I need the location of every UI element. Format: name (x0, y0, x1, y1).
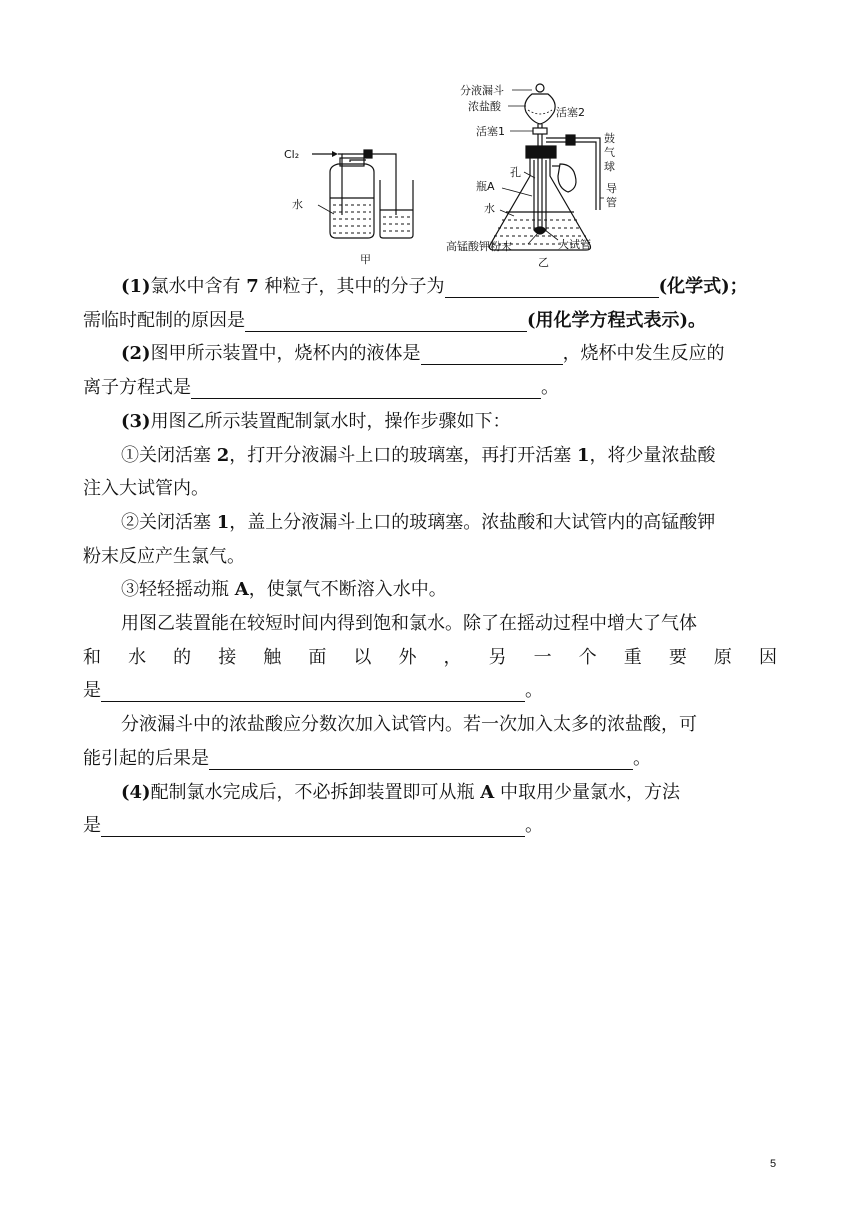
apparatus-diagram (270, 80, 640, 275)
jia-water-label: 水 (292, 198, 303, 211)
q3-reason-answer-blank[interactable] (101, 679, 525, 702)
balloon-label-3: 球 (604, 160, 615, 173)
apparatus-yi (490, 84, 605, 250)
yi-water-label: 水 (484, 202, 495, 215)
q1-equation-answer-blank[interactable] (245, 309, 527, 332)
q1-line1: (1)氯水中含有 7 种粒子，其中的分子为 (化学式)； (121, 276, 748, 297)
page-number: 5 (770, 1158, 777, 1170)
stopcock1-label: 活塞1 (476, 125, 505, 138)
q3-step2: ②关闭活塞 1，盖上分液漏斗上口的玻璃塞。浓盐酸和大试管内的高锰酸钾 (121, 511, 716, 533)
q3-para1-line3: 是 。 (83, 680, 543, 702)
q3-para1-line1: 用图乙装置能在较短时间内得到饱和氯水。除了在摇动过程中增大了气体 (121, 613, 697, 635)
acid-label: 浓盐酸 (468, 100, 501, 113)
cl2-label: Cl₂ (284, 148, 300, 161)
q3-step3: ③轻轻摇动瓶 A，使氯气不断溶入水中。 (121, 579, 447, 601)
apparatus-figure (270, 80, 640, 275)
q4-method-answer-blank[interactable] (101, 814, 525, 837)
yi-caption: 乙 (538, 256, 549, 269)
q2-liquid-answer-blank[interactable] (421, 342, 563, 365)
q3-step1-line2: 注入大试管内。 (83, 478, 209, 500)
q3-consequence-answer-blank[interactable] (209, 747, 633, 770)
test-tube-label: 大试管 (558, 238, 591, 251)
flask-label: 瓶A (476, 180, 495, 193)
q2-line1: (2)图甲所示装置中，烧杯内的液体是 ，烧杯中发生反应的 (121, 343, 725, 365)
q3-step2-line2: 粉末反应产生氯气。 (83, 545, 245, 567)
q3-para1-line2: 和 水 的 接 触 面 以 外 ， 另 一 个 重 要 原 因 (83, 646, 777, 668)
q1-molecules-answer-blank[interactable] (445, 275, 659, 298)
q4-line2: 是 。 (83, 815, 543, 837)
jia-caption: 甲 (360, 253, 371, 266)
powder-label: 高锰酸钾粉末 (446, 240, 512, 253)
q2-ionic-equation-answer-blank[interactable] (191, 376, 541, 399)
q3-intro: (3)用图乙所示装置配制氯水时，操作步骤如下： (121, 410, 511, 432)
q3-step1: ①关闭活塞 2，打开分液漏斗上口的玻璃塞，再打开活塞 1，将少量浓盐酸 (121, 444, 716, 466)
q4-line1: (4)配制氯水完成后，不必拆卸装置即可从瓶 A 中取用少量氯水，方法 (121, 781, 680, 803)
hole-label: 孔 (510, 166, 521, 179)
balloon-label-2: 气 (604, 146, 615, 159)
stopcock2-label: 活塞2 (556, 106, 585, 119)
q1-line2: 需临时配制的原因是 (用化学方程式表示)。 (83, 309, 707, 331)
q3-para2-line2: 能引起的后果是 。 (83, 747, 651, 769)
tube-label-2: 管 (606, 196, 617, 209)
balloon-label-1: 鼓 (604, 132, 615, 145)
q2-line2: 离子方程式是 。 (83, 377, 559, 399)
question-body (83, 270, 777, 843)
apparatus-jia (312, 150, 413, 238)
q3-para2-line1: 分液漏斗中的浓盐酸应分数次加入试管内。若一次加入太多的浓盐酸，可 (121, 714, 697, 736)
funnel-label: 分液漏斗 (460, 84, 504, 97)
tube-label-1: 导 (606, 182, 617, 195)
